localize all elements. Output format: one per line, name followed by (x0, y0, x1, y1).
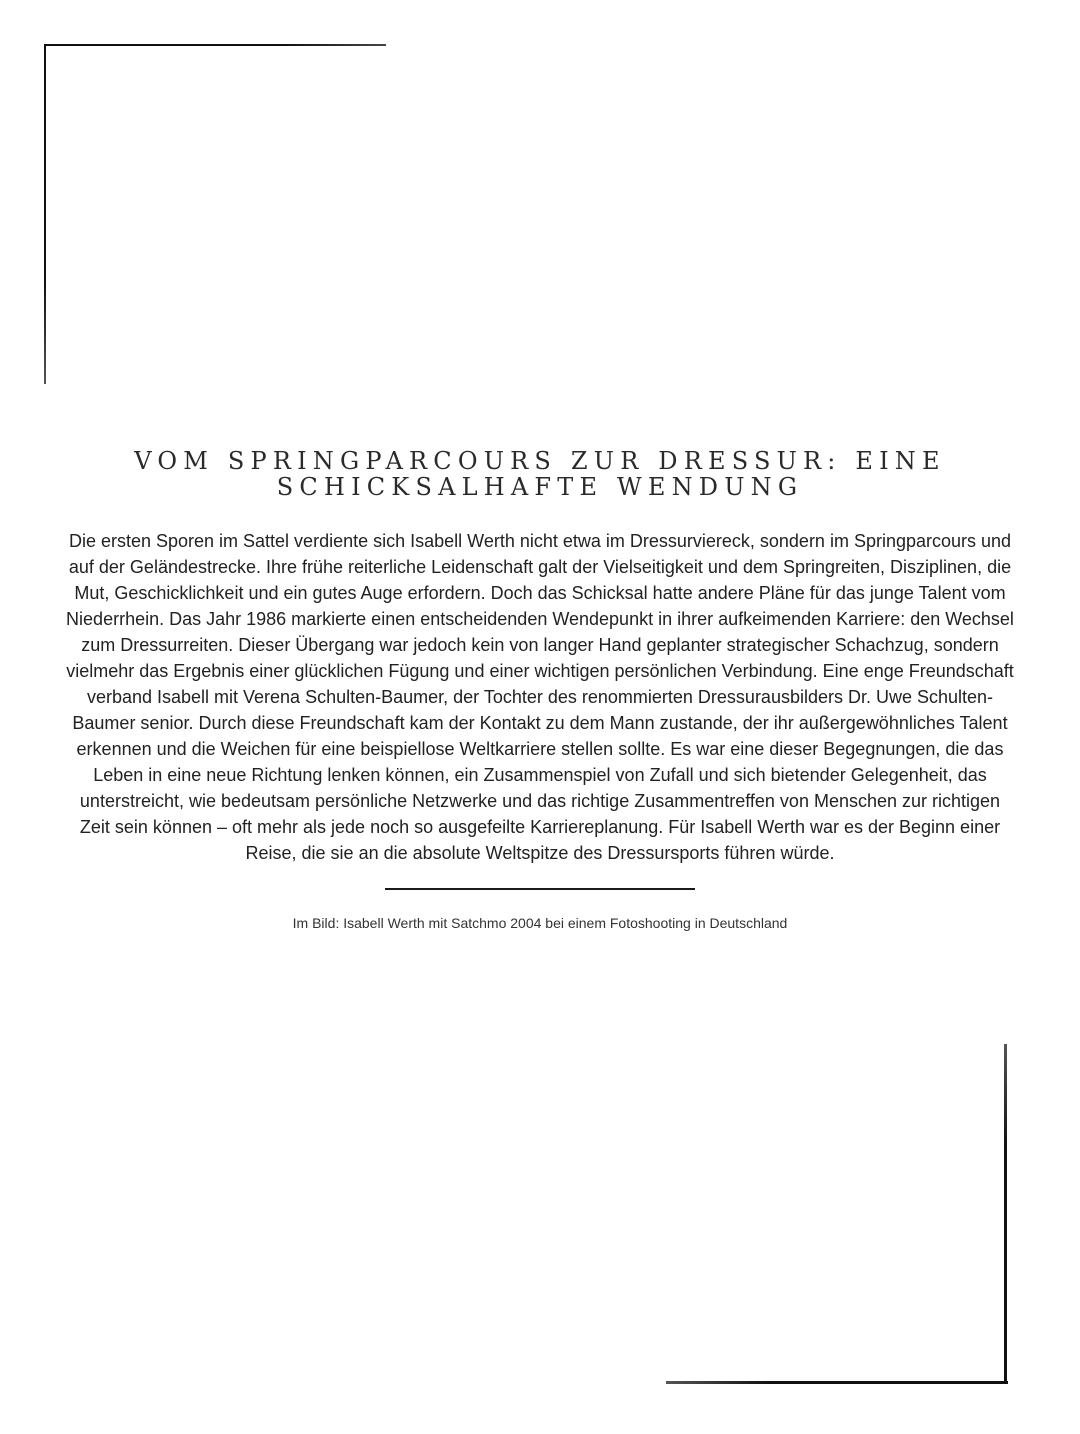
image-caption: Im Bild: Isabell Werth mit Satchmo 2004 bei einem Fotoshooting in Deutschland (292, 915, 788, 931)
frame-corner-bottom-right-horizontal (666, 1381, 1008, 1384)
article-body: Die ersten Sporen im Sattel verdiente sich Isabell Werth nicht etwa im Dressurviereck, sondern im Springparcours und auf der Geländestrecke. Ihre frühe reiterliche Leidenschaft galt der Vielseitigkeit und dem Springreiten, Disziplinen, die Mut, Geschicklichkeit und ein gutes Auge erfordern. Doch das Schicksal hatte andere Pläne für das junge Talent vom Niederrhein. Das Jahr 1986 markierte einen entscheidenden Wendepunkt in ihrer aufkeimenden Karriere: den Wechsel zum Dressurreiten. Dieser Übergang war jedoch kein von langer Hand geplanter strategischer Schachzug, sondern vielmehr das Ergebnis einer glücklichen Fügung und einer wichtigen persönlichen Verbindung. Eine enge Freundschaft verband Isabell mit Verena Schulten-Baumer, der Tochter des renommierten Dressurausbilders Dr. Uwe Schulten-Baumer senior. Durch diese Freundschaft kam der Kontakt zu dem Mann zustande, der ihr außergewöhnliches Talent erkennen und die Weichen für eine beispiellose Weltkarriere stellen sollte. Es war eine dieser Begegnungen, die das Leben in eine neue Richtung lenken können, ein Zusammenspiel von Zufall und sich bietender Gelegenheit, das unterstreicht, wie bedeutsam persönliche Netzwerke und das richtige Zusammentreffen von Menschen zur richtigen Zeit sein können – oft mehr als jede noch so ausgefeilte Karriereplanung. Für Isabell Werth war es der Beginn einer Reise, die sie an die absolute Weltspitze des Dressursports führen würde. (66, 531, 1014, 863)
frame-corner-top-left-horizontal (44, 44, 386, 46)
article-title: VOM SPRINGPARCOURS ZUR DRESSUR: EINE SCHICKSALHAFTE WENDUNG (134, 447, 946, 501)
article (60, 448, 1020, 932)
divider (385, 888, 695, 890)
frame-corner-top-left-vertical (44, 44, 46, 384)
frame-corner-bottom-right-vertical (1004, 1044, 1007, 1384)
